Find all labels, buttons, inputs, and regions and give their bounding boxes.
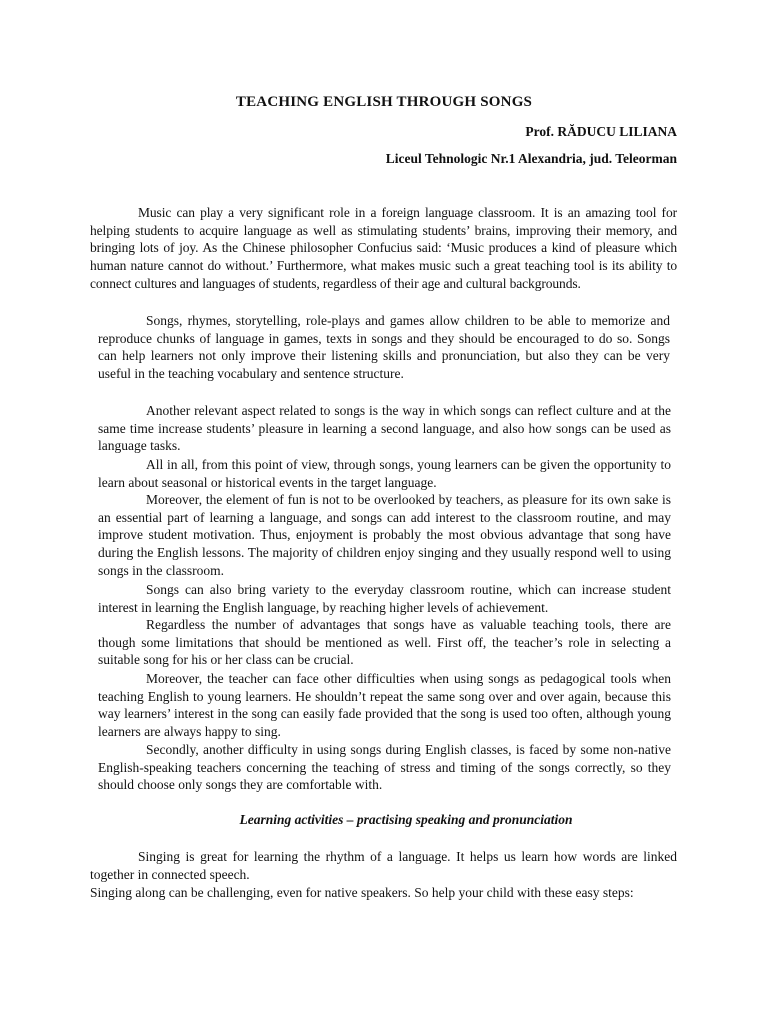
paragraph-fun: Moreover, the element of fun is not to be overlooked by teachers, as pleasure for its own sake is an essential part of learning a language, and songs can add interest to the classroom routine, and may improve student motivation. Thus, enjoyment is probably the most obvious advantage that song have during the English lessons. The majority of children enjoy singing and they usually respond well to using songs in the classroom. <box>98 492 671 578</box>
school-name: Liceul Tehnologic Nr.1 Alexandria, jud. Teleorman <box>385 151 677 166</box>
document-title: TEACHING ENGLISH THROUGH SONGS <box>235 94 533 110</box>
paragraph-culture: Another relevant aspect related to songs is the way in which songs can reflect culture and at the same time increase students’ pleasure in learning a second language, and also how songs can be used as language tasks. <box>98 403 671 454</box>
paragraph-songs-rhymes: Songs, rhymes, storytelling, role-plays and games allow children to be able to memorize and reproduce chunks of language in games, texts in songs and they should be encouraged to do so. Songs can help learners not only improve their listening skills and pronunciation, but also they can be very useful in the teaching vocabulary and sentence structure. <box>98 313 670 382</box>
paragraph-variety: Songs can also bring variety to the everyday classroom routine, which can increase student interest in learning the English language, by reaching higher levels of achievement. <box>98 582 671 615</box>
author-name: Prof. RĂDUCU LILIANA <box>525 124 677 139</box>
paragraph-difficulties: Moreover, the teacher can face other difficulties when using songs as pedagogical tools when teaching English to young learners. He shouldn’t repeat the same song over and over again, because this way learners’ interest in the song can easily fade provided that the song is used too often, although young learners are always happy to sing. <box>98 671 671 740</box>
section-subheading: Learning activities – practising speaking and pronunciation <box>239 812 573 827</box>
paragraph-all-in-all: All in all, from this point of view, through songs, young learners can be given the opportunity to learn about seasonal or historical events in the target language. <box>98 457 671 490</box>
paragraph-singing-rhythm: Singing is great for learning the rhythm of a language. It helps us learn how words are linked together in connected speech. <box>90 849 677 882</box>
paragraph-singing-along: Singing along can be challenging, even for native speakers. So help your child with these easy steps: <box>90 885 634 900</box>
paragraph-secondly: Secondly, another difficulty in using songs during English classes, is faced by some non-native English-speaking teachers concerning the teaching of stress and timing of the songs correctly, so they should choose only songs they are comfortable with. <box>98 742 671 793</box>
paragraph-limitations: Regardless the number of advantages that songs have as valuable teaching tools, there are though some limitations that should be mentioned as well. First off, the teacher’s role in selecting a suitable song for his or her class can be crucial. <box>98 617 671 668</box>
paragraph-intro: Music can play a very significant role in a foreign language classroom. It is an amazing tool for helping students to acquire language as well as stimulating students’ brains, improving their memory, and bringing lots of joy. As the Chinese philosopher Confucius said: ‘Music produces a kind of pleasure which human nature cannot do without.’ Furthermore, what makes music such a great teaching tool is its ability to connect cultures and languages of students, regardless of their age and cultural backgrounds. <box>90 205 677 291</box>
